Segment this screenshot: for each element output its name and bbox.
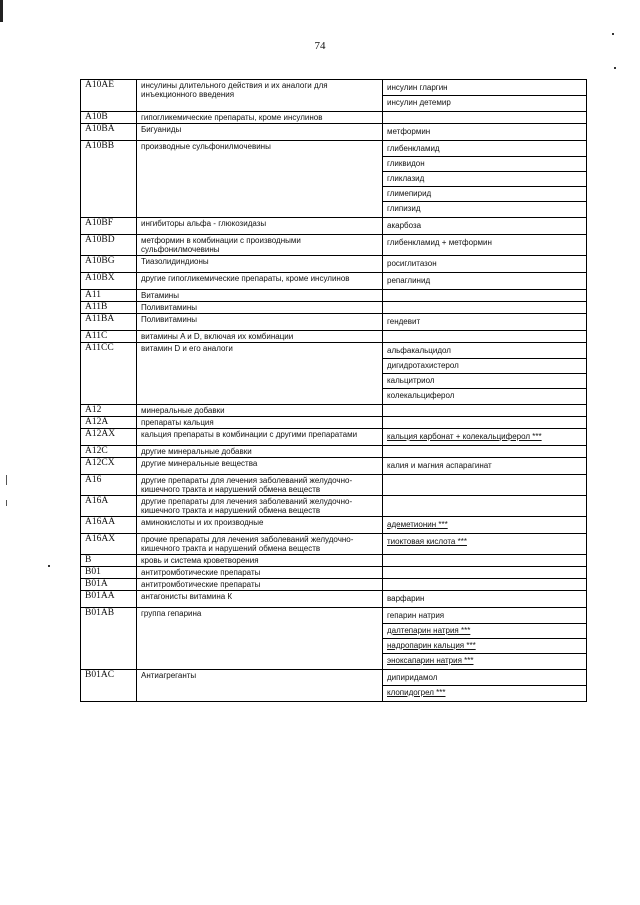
- atc-code-cell: A12C: [81, 446, 137, 458]
- table-row: [81, 141, 587, 218]
- drug-name-line: [387, 344, 582, 358]
- group-name-cell: группа гепарина: [137, 608, 383, 670]
- atc-code-cell: A11BA: [81, 314, 137, 331]
- atc-code-cell: A12CX: [81, 458, 137, 475]
- atc-code-cell: A10BB: [81, 141, 137, 218]
- drug-name-line: [383, 685, 586, 700]
- table-row: [81, 458, 587, 475]
- table-row: [81, 273, 587, 290]
- group-name-cell: метформин в комбинации с производными сульфонилмочевины: [137, 235, 383, 256]
- drug-cell: [383, 218, 587, 235]
- scan-tick: [6, 500, 7, 506]
- atc-code-cell: A16AA: [81, 517, 137, 534]
- group-name-cell: Поливитамины: [137, 314, 383, 331]
- drug-cell: [383, 235, 587, 256]
- atc-code-cell: A10BD: [81, 235, 137, 256]
- drug-name: колекальциферол: [387, 391, 455, 400]
- atc-code-cell: A11B: [81, 302, 137, 314]
- drug-name-line: [383, 638, 586, 653]
- atc-code-cell: A10BF: [81, 218, 137, 235]
- table-row: [81, 670, 587, 702]
- table-row: [81, 112, 587, 124]
- table-row: [81, 124, 587, 141]
- group-name-cell: витамины A и D, включая их комбинации: [137, 331, 383, 343]
- drug-name-line: [387, 592, 582, 606]
- drug-name: инсулин гларгин: [387, 83, 448, 92]
- drug-name: кальция карбонат + колекальциферол ***: [387, 432, 542, 441]
- group-name-cell: инсулины длительного действия и их аналоги для инъекционного введения: [137, 80, 383, 112]
- group-name-cell: Витамины: [137, 290, 383, 302]
- drug-name: глипизид: [387, 204, 421, 213]
- group-name-cell: антагонисты витамина К: [137, 591, 383, 608]
- drug-name-line: [387, 81, 582, 95]
- drug-name-line: [383, 373, 586, 388]
- atc-code-cell: A10BX: [81, 273, 137, 290]
- drug-cell: [383, 555, 587, 567]
- table-row: [81, 475, 587, 496]
- table-row: [81, 567, 587, 579]
- table-row: [81, 517, 587, 534]
- atc-code-cell: A11C: [81, 331, 137, 343]
- group-name-cell: Поливитамины: [137, 302, 383, 314]
- drug-cell: [383, 290, 587, 302]
- atc-code-cell: B01AA: [81, 591, 137, 608]
- left-margin-bar: [0, 0, 3, 22]
- table-row: [81, 314, 587, 331]
- group-name-cell: другие минеральные вещества: [137, 458, 383, 475]
- drug-name-line: [387, 315, 582, 329]
- drug-name: гепарин натрия: [387, 611, 445, 620]
- group-name-cell: ингибиторы альфа - глюкозидазы: [137, 218, 383, 235]
- atc-code-cell: A12A: [81, 417, 137, 429]
- atc-code-cell: A16AX: [81, 534, 137, 555]
- group-name-cell: гипогликемические препараты, кроме инсулинов: [137, 112, 383, 124]
- atc-code-cell: A16A: [81, 496, 137, 517]
- drug-name-line: [383, 623, 586, 638]
- drug-name: гендевит: [387, 317, 421, 326]
- group-name-cell: Бигуаниды: [137, 124, 383, 141]
- drug-name: варфарин: [387, 594, 425, 603]
- drug-cell: [383, 534, 587, 555]
- drug-cell: [383, 517, 587, 534]
- group-name-cell: витамин D и его аналоги: [137, 343, 383, 405]
- table-row: [81, 446, 587, 458]
- drug-name-line: [383, 95, 586, 110]
- drug-name: акарбоза: [387, 221, 422, 230]
- drug-cell: [383, 112, 587, 124]
- atc-code-cell: B01AC: [81, 670, 137, 702]
- drug-cell: [383, 256, 587, 273]
- drug-name: альфакальцидол: [387, 346, 451, 355]
- atc-code-cell: A16: [81, 475, 137, 496]
- group-name-cell: препараты кальция: [137, 417, 383, 429]
- group-name-cell: Тиазолидиндионы: [137, 256, 383, 273]
- drug-cell: [383, 273, 587, 290]
- table-row: [81, 405, 587, 417]
- drug-name: глимепирид: [387, 189, 432, 198]
- group-name-cell: кровь и система кроветворения: [137, 555, 383, 567]
- group-name-cell: другие минеральные добавки: [137, 446, 383, 458]
- drug-cell: [383, 417, 587, 429]
- drug-name-line: [383, 201, 586, 216]
- drug-cell: [383, 343, 587, 405]
- atc-code-cell: A12AX: [81, 429, 137, 446]
- table-row: [81, 256, 587, 273]
- group-name-cell: Антиагреганты: [137, 670, 383, 702]
- drug-name-line: [387, 219, 582, 233]
- table-row: [81, 555, 587, 567]
- atc-code-cell: B01: [81, 567, 137, 579]
- drug-name: адеметионин ***: [387, 520, 448, 529]
- table-row: [81, 534, 587, 555]
- drug-name-line: [387, 535, 582, 549]
- drug-cell: [383, 496, 587, 517]
- atc-code-cell: B01AB: [81, 608, 137, 670]
- drug-name-line: [387, 430, 582, 444]
- drug-name: росиглитазон: [387, 259, 437, 268]
- drug-cell: [383, 80, 587, 112]
- drug-cell: [383, 670, 587, 702]
- group-name-cell: производные сульфонилмочевины: [137, 141, 383, 218]
- drug-cell: [383, 141, 587, 218]
- drug-name: инсулин детемир: [387, 98, 451, 107]
- drug-cell: [383, 579, 587, 591]
- drug-cell: [383, 429, 587, 446]
- table-row: [81, 608, 587, 670]
- drug-name-line: [383, 156, 586, 171]
- scan-speck: [614, 67, 616, 69]
- group-name-cell: антитромботические препараты: [137, 567, 383, 579]
- group-name-cell: антитромботические препараты: [137, 579, 383, 591]
- drug-name: кальцитриол: [387, 376, 435, 385]
- group-name-cell: кальция препараты в комбинации с другими препаратами: [137, 429, 383, 446]
- drug-cell: [383, 567, 587, 579]
- drug-name-line: [387, 236, 582, 250]
- drug-name: надропарин кальция ***: [387, 641, 476, 650]
- atc-code-cell: A12: [81, 405, 137, 417]
- drug-name-line: [383, 358, 586, 373]
- table-row: [81, 579, 587, 591]
- table-row: [81, 343, 587, 405]
- table-row: [81, 290, 587, 302]
- drug-name-line: [387, 671, 582, 685]
- drug-name-line: [387, 609, 582, 623]
- atc-code-cell: A10BA: [81, 124, 137, 141]
- drug-name: репаглинид: [387, 276, 431, 285]
- drug-name: метформин: [387, 127, 431, 136]
- atc-code-cell: A10AE: [81, 80, 137, 112]
- table-row: [81, 496, 587, 517]
- drug-name: глибенкламид: [387, 144, 440, 153]
- scan-tick: [6, 475, 7, 485]
- drug-cell: [383, 458, 587, 475]
- table-row: [81, 302, 587, 314]
- table-row: [81, 218, 587, 235]
- drug-name-line: [387, 257, 582, 271]
- atc-code-cell: B: [81, 555, 137, 567]
- group-name-cell: прочие препараты для лечения заболеваний желудочно-кишечного тракта и нарушений обмена веществ: [137, 534, 383, 555]
- group-name-cell: другие гипогликемические препараты, кроме инсулинов: [137, 273, 383, 290]
- drug-name-line: [387, 125, 582, 139]
- drug-name-line: [383, 186, 586, 201]
- group-name-cell: аминокислоты и их производные: [137, 517, 383, 534]
- drug-name-line: [387, 459, 582, 473]
- table-row: [81, 429, 587, 446]
- drug-cell: [383, 446, 587, 458]
- drug-name: дигидротахистерол: [387, 361, 459, 370]
- atc-code-cell: A10B: [81, 112, 137, 124]
- drug-name: дипиридамол: [387, 673, 438, 682]
- table-row: [81, 591, 587, 608]
- group-name-cell: другие препараты для лечения заболеваний желудочно-кишечного тракта и нарушений обмена веществ: [137, 475, 383, 496]
- drug-classification-table: [80, 79, 587, 702]
- page-number: 74: [314, 40, 326, 52]
- drug-name: эноксапарин натрия ***: [387, 656, 474, 665]
- drug-cell: [383, 591, 587, 608]
- scan-speck: [612, 33, 614, 35]
- drug-cell: [383, 331, 587, 343]
- drug-name: гликлазид: [387, 174, 425, 183]
- atc-code-cell: A11CC: [81, 343, 137, 405]
- scan-speck: [48, 565, 50, 567]
- drug-name: тиоктовая кислота ***: [387, 537, 467, 546]
- group-name-cell: другие препараты для лечения заболеваний желудочно-кишечного тракта и нарушений обмена веществ: [137, 496, 383, 517]
- drug-name: глибенкламид + метформин: [387, 238, 492, 247]
- drug-name-line: [387, 274, 582, 288]
- drug-cell: [383, 302, 587, 314]
- atc-code-cell: A10BG: [81, 256, 137, 273]
- drug-name: гликвидон: [387, 159, 425, 168]
- drug-name-line: [387, 142, 582, 156]
- table-row: [81, 235, 587, 256]
- drug-name-line: [383, 388, 586, 403]
- atc-code-cell: B01A: [81, 579, 137, 591]
- drug-cell: [383, 314, 587, 331]
- drug-name-line: [383, 653, 586, 668]
- drug-cell: [383, 405, 587, 417]
- atc-code-cell: A11: [81, 290, 137, 302]
- drug-cell: [383, 475, 587, 496]
- table-row: [81, 417, 587, 429]
- drug-name-line: [383, 171, 586, 186]
- drug-name: калия и магния аспарагинат: [387, 461, 492, 470]
- table-row: [81, 331, 587, 343]
- group-name-cell: минеральные добавки: [137, 405, 383, 417]
- drug-name: клопидогрел ***: [387, 688, 446, 697]
- table-row: [81, 80, 587, 112]
- drug-cell: [383, 124, 587, 141]
- drug-name-line: [387, 518, 582, 532]
- drug-name: далтепарин натрия ***: [387, 626, 471, 635]
- drug-cell: [383, 608, 587, 670]
